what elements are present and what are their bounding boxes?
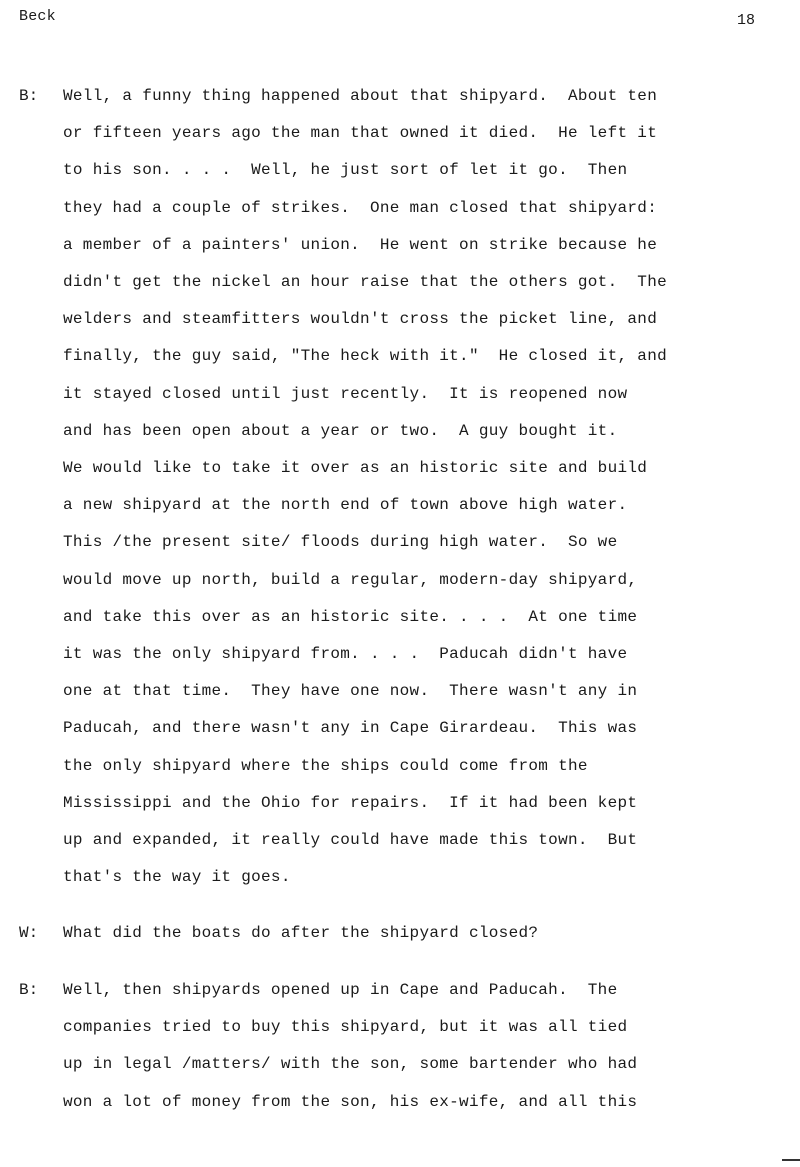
text-line: We would like to take it over as an historic site and build — [63, 459, 648, 478]
text-line: Mississippi and the Ohio for repairs. If it had been kept — [63, 793, 638, 812]
text-line: or fifteen years ago the man that owned it died. He left it — [63, 124, 658, 143]
text-line: Well, then shipyards opened up in Cape and Paducah. The — [63, 981, 618, 999]
speaker-label: B: — [19, 87, 39, 105]
text-line: would move up north, build a regular, modern-day shipyard, — [63, 570, 638, 589]
text-line: they had a couple of strikes. One man closed that shipyard: — [63, 198, 658, 217]
speech-text — [63, 972, 637, 1121]
text-line: a new shipyard at the north end of town above high water. — [63, 496, 628, 515]
speech-text — [63, 78, 667, 896]
text-line: Well, a funny thing happened about that shipyard. About ten — [63, 87, 658, 105]
text-line: welders and steamfitters wouldn't cross the picket line, and — [63, 310, 658, 329]
text-line: that's the way it goes. — [63, 868, 291, 887]
text-line: didn't get the nickel an hour raise that the others got. The — [63, 273, 667, 292]
text-line: up in legal /matters/ with the son, some bartender who had — [63, 1055, 638, 1074]
speaker-label: W: — [19, 924, 39, 942]
speech-text — [63, 915, 538, 952]
text-line: a member of a painters' union. He went on strike because he — [63, 235, 658, 254]
text-line: it stayed closed until just recently. It is reopened now — [63, 384, 628, 403]
text-line: companies tried to buy this shipyard, but it was all tied — [63, 1018, 628, 1037]
text-line: up and expanded, it really could have made this town. But — [63, 831, 638, 850]
text-line: This /the present site/ floods during high water. So we — [63, 533, 618, 552]
scan-edge-mark — [782, 1159, 800, 1161]
text-line: it was the only shipyard from. . . . Paducah didn't have — [63, 645, 628, 664]
text-line: What did the boats do after the shipyard closed? — [63, 924, 539, 942]
header-interviewee-name: Beck — [19, 8, 56, 25]
text-line: and has been open about a year or two. A guy bought it. — [63, 421, 618, 440]
text-line: finally, the guy said, "The heck with it." He closed it, and — [63, 347, 667, 366]
text-line: and take this over as an historic site. . . . At one time — [63, 607, 638, 626]
text-line: won a lot of money from the son, his ex-wife, and all this — [63, 1092, 638, 1111]
text-line: one at that time. They have one now. There wasn't any in — [63, 682, 638, 701]
text-line: the only shipyard where the ships could come from the — [63, 756, 588, 775]
page-number: 18 — [737, 12, 756, 29]
text-line: to his son. . . . Well, he just sort of let it go. Then — [63, 161, 628, 180]
speaker-label: B: — [19, 981, 39, 999]
text-line: Paducah, and there wasn't any in Cape Girardeau. This was — [63, 719, 638, 738]
